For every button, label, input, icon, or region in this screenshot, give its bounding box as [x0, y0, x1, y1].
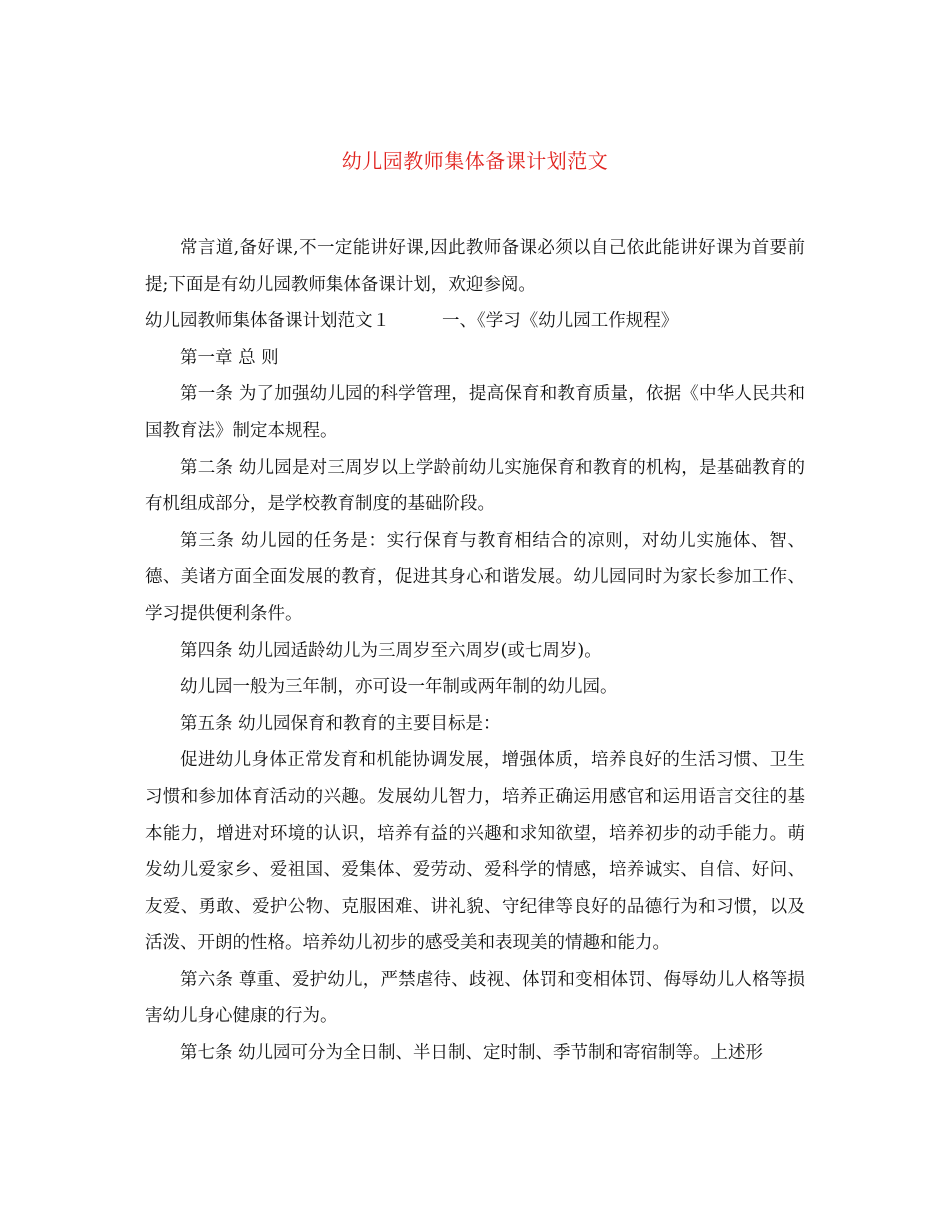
article-paragraph: 第五条 幼儿园保育和教育的主要目标是： — [180, 713, 501, 734]
chapter-heading: 第一章 总 则 — [180, 347, 279, 368]
article-paragraph: 第三条 幼儿园的任务是：实行保育与教育相结合的凉则，对幼儿实施体、智、德、美诸方面全面发展的教育，促进其身心和谐发展。幼儿园同时为家长参加工作、学习提供便利条件。 — [145, 530, 805, 624]
article-paragraph: 幼儿园一般为三年制，亦可设一年制或两年制的幼儿园。 — [180, 677, 618, 698]
intro-paragraph: 常言道,备好课,不一定能讲好课,因此教师备课必须以自己依此能讲好课为首要前提;下面是有幼儿园教师集体备课计划，欢迎参阅。 — [145, 238, 805, 295]
article-paragraph: 促进幼儿身体正常发育和机能协调发展，增强体质，培养良好的生活习惯、卫生习惯和参加体育活动的兴趣。发展幼儿智力，培养正确运用感官和运用语言交往的基本能力，增进对环境的认识，培养有益的兴趣和求知欲望，培养初步的动手能力。萌发幼儿爱家乡、爱祖国、爱集体、爱劳动、爱科学的情感，培养诚实、自信、好问、友爱、勇敢、爱护公物、克服困难、讲礼貌、守纪律等良好的品德行为和习惯，以及活泼、开朗的性格。培养幼儿初步的感受美和表现美的情趣和能力。 — [145, 750, 805, 954]
section-heading-left: 幼儿园教师集体备课计划范文１ — [145, 311, 390, 332]
document-title: 幼儿园教师集体备课计划范文 — [341, 149, 609, 173]
article-paragraph: 第四条 幼儿园适龄幼儿为三周岁至六周岁(或七周岁)。 — [180, 640, 602, 661]
article-paragraph: 第一条 为了加强幼儿园的科学管理，提高保育和教育质量，依据《中华人民共和国教育法》制定本规程。 — [145, 384, 805, 441]
article-paragraph: 第七条 幼儿园可分为全日制、半日制、定时制、季节制和寄宿制等。上述形 — [180, 1043, 764, 1064]
section-heading-right: 一、《学习《幼儿园工作规程》 — [442, 311, 679, 332]
article-paragraph: 第六条 尊重、爱护幼儿，严禁虐待、歧视、体罚和变相体罚、侮辱幼儿人格等损害幼儿身心健康的行为。 — [145, 969, 805, 1027]
document-body — [145, 230, 805, 1072]
article-paragraph: 第二条 幼儿园是对三周岁以上学龄前幼儿实施保育和教育的机构，是基础教育的有机组成部分，是学校教育制度的基础阶段。 — [145, 457, 805, 515]
section-heading — [145, 303, 805, 340]
